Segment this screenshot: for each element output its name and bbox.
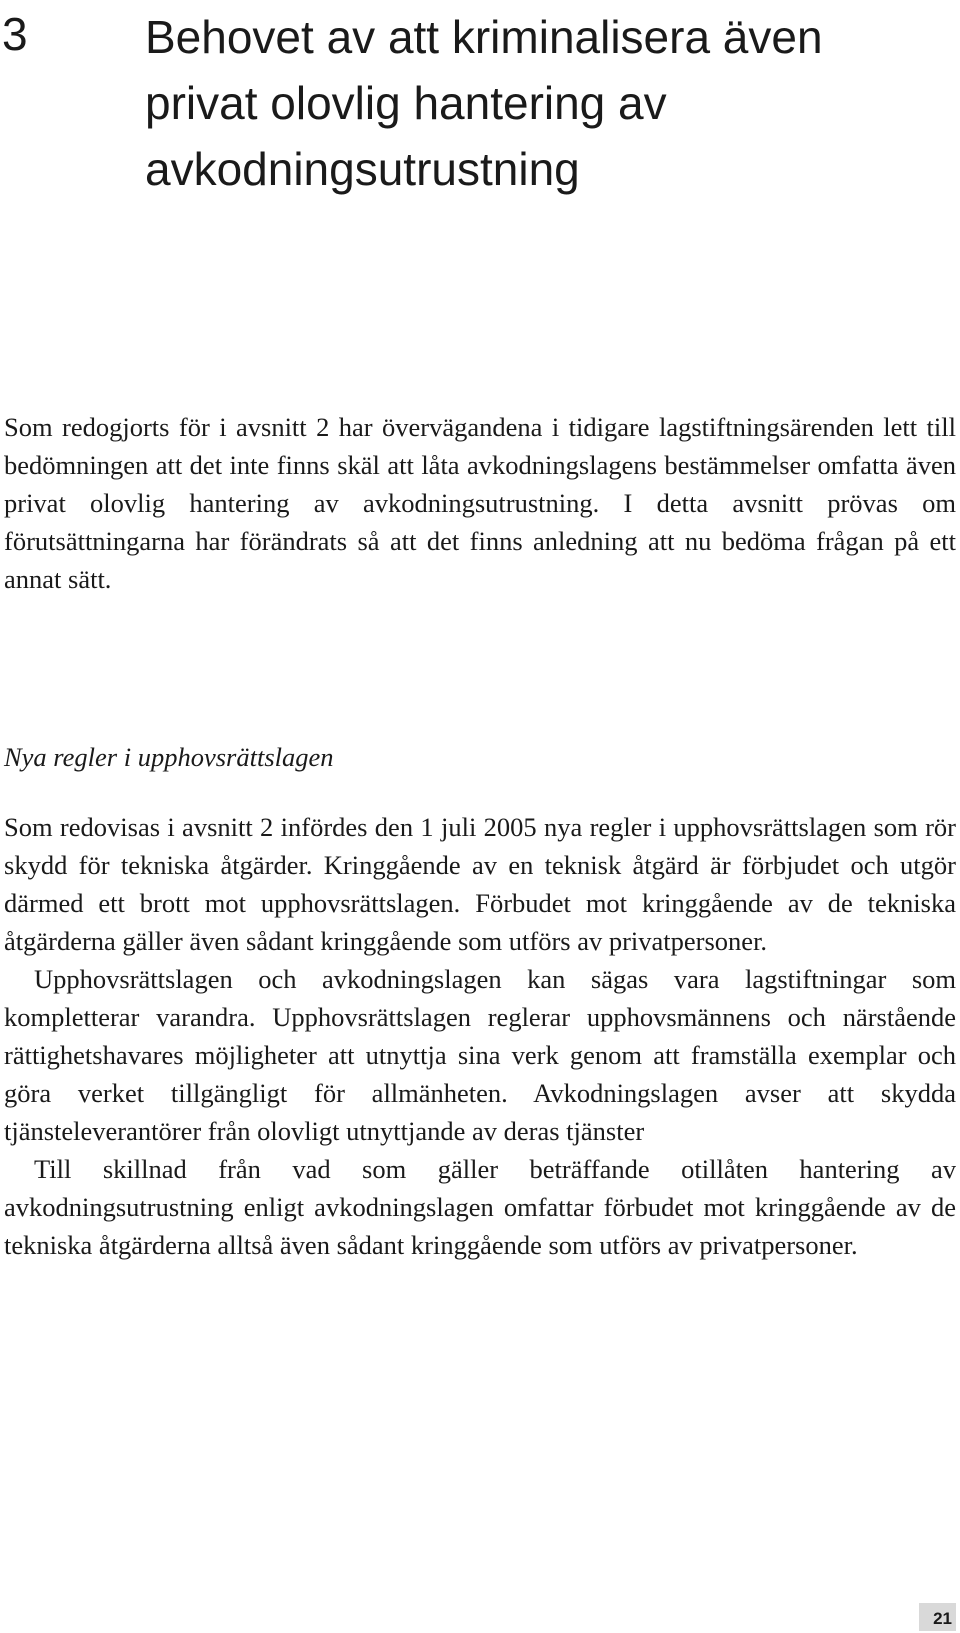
section-heading: Nya regler i upphovsrättslagen [4, 742, 334, 772]
section-body [4, 808, 956, 1264]
intro-paragraph: Som redogjorts för i avsnitt 2 har övervägandena i tidigare lagstiftningsärenden lett till bedömningen att det inte finns skäl att låta avkodningslagens bestämmelser omfatta även privat olovlig hantering av avkodningsutrustning. I detta avsnitt prövas om förutsättningarna har förändrats så att det finns anledning att nu bedöma frågan på ett annat sätt. [4, 412, 956, 594]
body-paragraph-2: Upphovsrättslagen och avkodningslagen kan sägas vara lagstiftningar som kompletterar varandra. Upphovsrättslagen reglerar upphovsmännens och närstående rättighetshavares möjligheter att utnyttja sina verk genom att framställa exemplar och göra verket tillgängligt för allmänheten. Avkodningslagen avser att skydda tjänsteleverantörer från olovligt utnyttjande av deras tjänster [4, 964, 956, 1146]
intro-section [4, 408, 956, 598]
chapter-number: 3 [2, 8, 28, 60]
page-number: 21 [919, 1603, 956, 1631]
body-paragraph-1: Som redovisas i avsnitt 2 infördes den 1 juli 2005 nya regler i upphovsrättslagen som rör skydd för tekniska åtgärder. Kringgående av en teknisk åtgärd är förbjudet och utgör därmed ett brott mot upphovsrättslagen. Förbudet mot kringgående av de tekniska åtgärderna gäller även sådant kringgående som utförs av privatpersoner. [4, 812, 956, 956]
body-paragraph-3: Till skillnad från vad som gäller beträffande otillåten hantering av avkodningsutrustning enligt avkodningslagen omfattar förbudet mot kringgående av de tekniska åtgärderna alltså även sådant kringgående som utförs av privatpersoner. [4, 1154, 956, 1260]
chapter-title: Behovet av att kriminalisera även privat olovlig hantering av avkodningsutrustning [145, 11, 823, 195]
